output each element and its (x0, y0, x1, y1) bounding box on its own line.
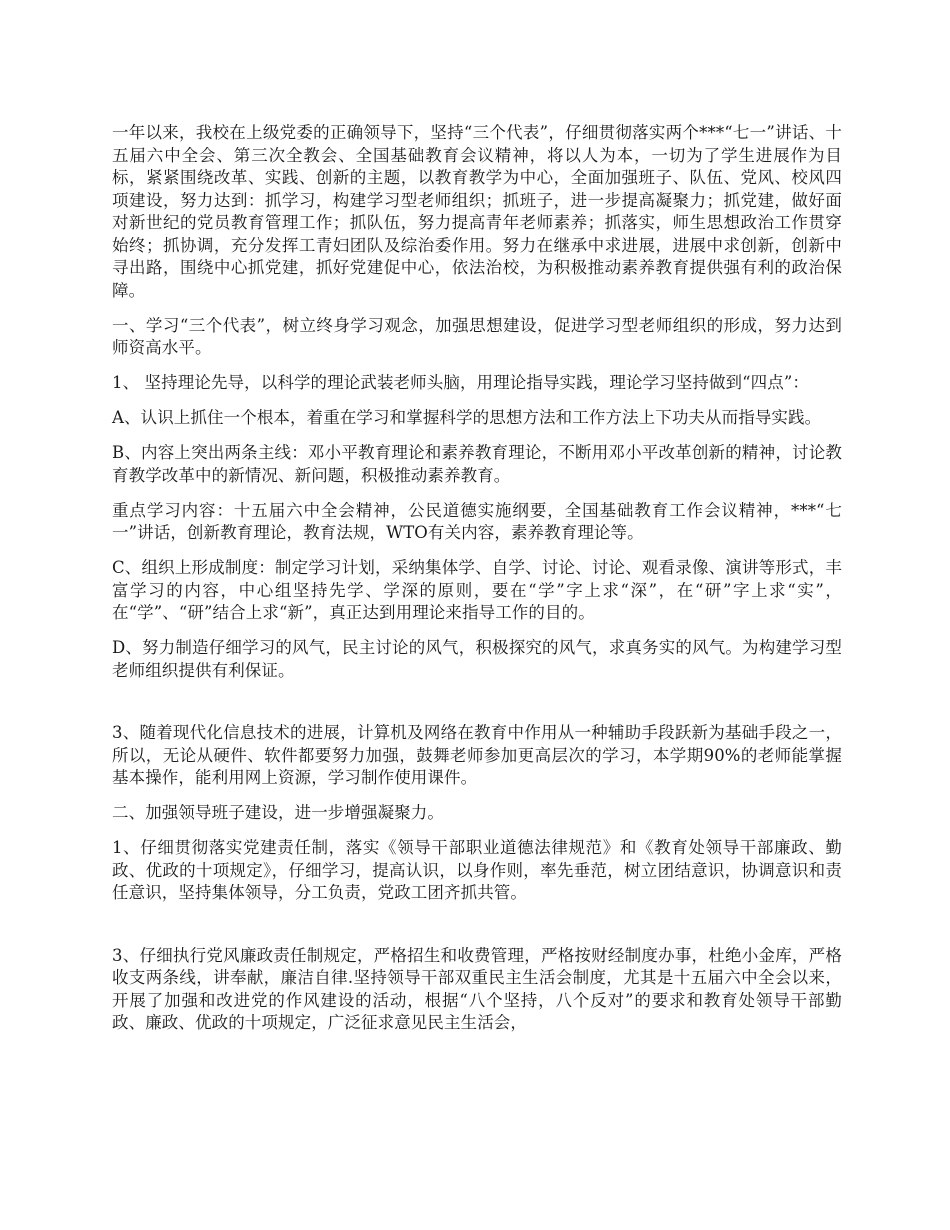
item-d-paragraph: D、努力制造仔细学习的风气，民主讨论的风气，积极探究的风气，求真务实的风气。为构建学习型老师组织提供有利保证。 (112, 638, 842, 680)
section-two-heading: 二、加强领导班子建设，进一步增强凝聚力。 (112, 803, 444, 822)
item-a-paragraph: A、认识上抓住一个根本，着重在学习和掌握科学的思想方法和工作方法上下功夫从而指导实践。 (112, 408, 822, 427)
document-body (112, 122, 842, 1047)
intro-paragraph: 一年以来，我校在上级党委的正确领导下，坚持“三个代表”，仔细贯彻落实两个***“七一”讲话、十五届六中全会、第三次全教会、全国基础教育会议精神，将以人为本，一切为了学生进展作为目标，紧紧围绕改革、实践、创新的主题，以教育教学为中心，全面加强班子、队伍、党风、校风四项建设，努力达到：抓学习，构建学习型老师组织；抓班子，进一步提高凝聚力；抓党建，做好面对新世纪的党员教育管理工作；抓队伍，努力提高青年老师素养；抓落实，师生思想政治工作贯穿始终；抓协调，充分发挥工青妇团队及综治委作用。努力在继承中求进展，进展中求创新，创新中寻出路，围绕中心抓党建，抓好党建促中心，依法治校，为积极推动素养教育提供强有利的政治保障。 (112, 123, 842, 300)
item-3-it-paragraph: 3、随着现代化信息技术的进展，计算机及网络在教育中作用从一种辅助手段跃新为基础手段之一，所以，无论从硬件、软件都要努力加强，鼓舞老师参加更高层次的学习，本学期90%的老师能掌握基本操作，能利用网上资源，学习制作使用课件。 (112, 723, 842, 787)
item-1-paragraph: 1、 坚持理论先导，以科学的理论武装老师头脑，用理论指导实践，理论学习坚持做到“四点”： (112, 373, 810, 392)
item-b-paragraph: B、内容上突出两条主线：邓小平教育理论和素养教育理论，不断用邓小平改革创新的精神，讨论教育教学改革中的新情况、新问题，积极推动素养教育。 (112, 443, 842, 485)
key-content-paragraph: 重点学习内容：十五届六中全会精神，公民道德实施纲要，全国基础教育工作会议精神，***“七一”讲话，创新教育理论，教育法规，WTO有关内容，素养教育理论等。 (112, 500, 842, 542)
section-one-heading: 一、学习“三个代表”，树立终身学习观念，加强思想建设，促进学习型老师组织的形成，努力达到师资高水平。 (112, 315, 842, 357)
section-two-item-3-paragraph: 3、仔细执行党风廉政责任制规定，严格招生和收费管理，严格按财经制度办事，杜绝小金库，严格收支两条线，讲奉献，廉洁自律.坚持领导干部双重民主生活会制度，尤其是十五届六中全会以来，开展了加强和改进党的作风建设的活动，根据“八个坚持，八个反对”的要求和教育处领导干部勤政、廉政、优政的十项规定，广泛征求意见民主生活会， (112, 945, 842, 1032)
item-c-paragraph: C、组织上形成制度：制定学习计划，采纳集体学、自学、讨论、讨论、观看录像、演讲等形式，丰富学习的内容，中心组坚持先学、学深的原则，要在“学”字上求“深”，在“研”字上求“实”，在“学”、“研”结合上求“新”，真正达到用理论来指导工作的目的。 (112, 558, 842, 622)
section-two-item-1-paragraph: 1、仔细贯彻落实党建责任制，落实《领导干部职业道德法律规范》和《教育处领导干部廉政、勤政、优政的十项规定》，仔细学习，提高认识，以身作则，率先垂范，树立团结意识，协调意识和责任意识，坚持集体领导，分工负责，党政工团齐抓共管。 (112, 838, 842, 902)
